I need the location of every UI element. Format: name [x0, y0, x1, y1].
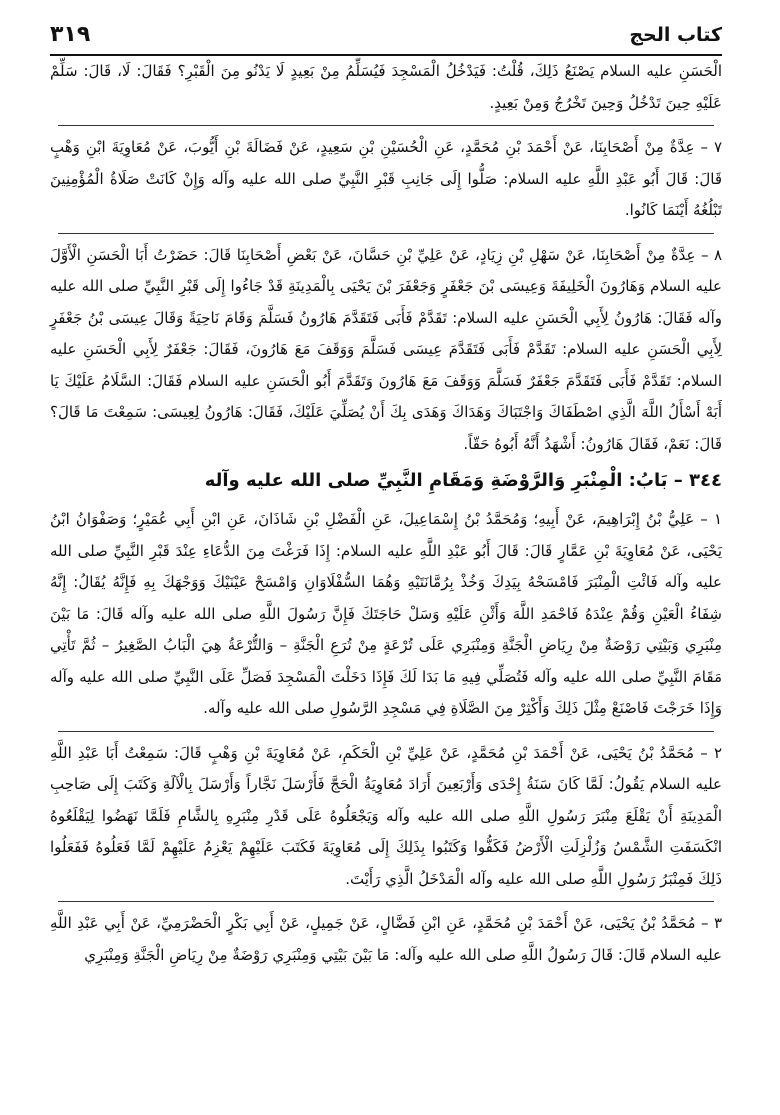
page-body: [50, 56, 722, 971]
book-page: [50, 22, 722, 1105]
hadith-paragraph: ٧ – عِدَّةٌ مِنْ أَصْحَابِنَا، عَنْ أَحْمَدَ بْنِ مُحَمَّدٍ، عَنِ الْحُسَيْنِ بْنِ سَعِيدٍ، عَنْ فَضَالَةَ بْنِ أَيُّوبَ، عَنْ مُعَاوِيَةَ ابْنِ وَهْبٍ قَالَ: قَالَ أَبُو عَبْدِ اللَّهِ عليه السلام: صَلُّوا إِلَى جَانِبِ قَبْرِ النَّبِيِّ صلى الله عليه وآله وَإِنْ كَانَتْ صَلَاةُ الْمُؤْمِنِينَ تَبْلُغُهُ أَيْنَمَا كَانُوا.: [50, 138, 722, 219]
book-title: كتاب الحج: [629, 24, 722, 46]
paragraph-divider: [58, 233, 714, 234]
paragraph-divider: [58, 901, 714, 902]
hadith-paragraph: ٢ – مُحَمَّدُ بْنُ يَحْيَى، عَنْ أَحْمَدَ بْنِ مُحَمَّدٍ، عَنْ عَلِيِّ بْنِ الْحَكَمِ، عَنْ مُعَاوِيَةَ بْنِ وَهْبٍ قَالَ: سَمِعْتُ أَبَا عَبْدِ اللَّهِ عليه السلام يَقُولُ: لَمَّا كَانَ سَنَةُ إِحْدَى وَأَرْبَعِينَ أَرَادَ مُعَاوِيَةُ الْحَجَّ فَأَرْسَلَ نَجَّاراً وَأَرْسَلَ بِالْآلَةِ وَكَتَبَ إِلَى صَاحِبِ الْمَدِينَةِ أَنْ يَقْلَعَ مِنْبَرَ رَسُولِ اللَّهِ صلى الله عليه وآله وَيَجْعَلُوهُ عَلَى قَدْرِ مِنْبَرِهِ بِالشَّامِ فَلَمَّا نَهَضُوا لِيَقْلَعُوهُ انْكَسَفَتِ الشَّمْسُ وَزُلْزِلَتِ الْأَرْضُ فَكَفُّوا وَكَتَبُوا بِذَلِكَ إِلَى مُعَاوِيَةَ فَكَتَبَ عَلَيْهِمْ يَعْزِمُ عَلَيْهِمْ لَمَّا فَعَلُوهُ فَفَعَلُوا ذَلِكَ فَمِنْبَرُ رَسُولِ اللَّهِ صلى الله عليه وآله الْمَدْخَلُ الَّذِي رَأَيْتَ.: [50, 743, 722, 888]
chapter-heading: ٣٤٤ – بَابُ: الْمِنْبَرِ وَالرَّوْضَةِ وَمَقَامِ النَّبِيِّ صلى الله عليه وآله: [204, 470, 722, 491]
hadith-paragraph: ٣ – مُحَمَّدُ بْنُ يَحْيَى، عَنْ أَحْمَدَ بْنِ مُحَمَّدٍ، عَنِ ابْنِ فَضَّالٍ، عَنْ جَمِيلٍ، عَنْ أَبِي بَكْرٍ الْحَضْرَمِيِّ، عَنْ أَبِي عَبْدِ اللَّهِ عليه السلام قَالَ: قَالَ رَسُولُ اللَّهِ صلى الله عليه وآله: مَا بَيْنَ بَيْتِي وَمِنْبَرِي رَوْضَةٌ مِنْ رِيَاضِ الْجَنَّةِ وَمِنْبَرِي: [50, 914, 722, 964]
hadith-paragraph: الْحَسَنِ عليه السلام يَصْنَعُ ذَلِكَ، قُلْتُ: فَيَدْخُلُ الْمَسْجِدَ فَيُسَلِّمُ مِنْ بَعِيدٍ لَا يَدْنُو مِنَ الْقَبْرِ؟ فَقَالَ: لَا، قَالَ: سَلِّمْ عَلَيْهِ حِينَ تَدْخُلُ وَحِينَ تَخْرُجُ وَمِنْ بَعِيدٍ.: [50, 62, 722, 112]
hadith-paragraph: ٨ – عِدَّةٌ مِنْ أَصْحَابِنَا، عَنْ سَهْلِ بْنِ زِيَادٍ، عَنْ عَلِيِّ بْنِ حَسَّانَ، عَنْ بَعْضِ أَصْحَابِنَا قَالَ: حَضَرْتُ أَبَا الْحَسَنِ الْأَوَّلَ عليه السلام وَهَارُونَ الْخَلِيفَةَ وَعِيسَى بْنَ جَعْفَرٍ وَجَعْفَرَ بْنَ يَحْيَى بِالْمَدِينَةِ قَدْ جَاءُوا إِلَى قَبْرِ النَّبِيِّ صلى الله عليه وآله فَقَالَ: هَارُونُ لِأَبِي الْحَسَنِ عليه السلام: تَقَدَّمْ فَأَبَى فَتَقَدَّمَ هَارُونُ فَسَلَّمَ وَقَامَ نَاحِيَةً وَقَالَ عِيسَى بْنُ جَعْفَرٍ لِأَبِي الْحَسَنِ عليه السلام: تَقَدَّمْ فَأَبَى فَتَقَدَّمَ عِيسَى فَسَلَّمَ وَوَقَفَ مَعَ هَارُونَ، فَقَالَ: جَعْفَرٌ لِأَبِي الْحَسَنِ عليه السلام: تَقَدَّمْ فَأَبَى فَتَقَدَّمَ جَعْفَرٌ فَسَلَّمَ وَوَقَفَ مَعَ هَارُونَ وَتَقَدَّمَ أَبُو الْحَسَنِ عليه السلام فَقَالَ: السَّلَامُ عَلَيْكَ يَا أَبَهْ أَسْأَلُ اللَّهَ الَّذِي اصْطَفَاكَ وَاجْتَبَاكَ وَهَدَاكَ وَهَدَى بِكَ أَنْ يُصَلِّيَ عَلَيْكَ، فَقَالَ: هَارُونُ لِعِيسَى: سَمِعْتَ مَا قَالَ؟ قَالَ: نَعَمْ، فَقَالَ هَارُونُ: أَشْهَدُ أَنَّهُ أَبُوهُ حَقّاً.: [50, 245, 722, 453]
paragraph-divider: [58, 125, 714, 126]
page-number: ٣١٩: [50, 22, 91, 47]
paragraph-divider: [58, 731, 714, 732]
hadith-paragraph: ١ – عَلِيُّ بْنُ إِبْرَاهِيمَ، عَنْ أَبِيهِ؛ وَمُحَمَّدُ بْنُ إِسْمَاعِيلَ، عَنِ الْفَضْلِ بْنِ شَاذَانَ، عَنِ ابْنِ أَبِي عُمَيْرٍ؛ وَصَفْوَانُ ابْنُ يَحْيَى، عَنْ مُعَاوِيَةَ بْنِ عَمَّارٍ قَالَ: قَالَ أَبُو عَبْدِ اللَّهِ عليه السلام: إِذَا فَرَغْتَ مِنَ الدُّعَاءِ عِنْدَ قَبْرِ النَّبِيِّ صلى الله عليه وآله فَائْتِ الْمِنْبَرَ فَامْسَحْهُ بِيَدِكَ وَخُذْ بِرُمَّانَتَيْهِ وَهُمَا السُّفْلَاوَانِ وَامْسَحْ عَيْنَيْكَ وَوَجْهَكَ بِهِ فَإِنَّهُ يُقَالُ: إِنَّهُ شِفَاءُ الْعَيْنِ وَقُمْ عِنْدَهُ فَاحْمَدِ اللَّهَ وَأَثْنِ عَلَيْهِ وَسَلْ حَاجَتَكَ فَإِنَّ رَسُولَ اللَّهِ صلى الله عليه وآله قَالَ: مَا بَيْنَ مِنْبَرِي وَبَيْتِي رَوْضَةٌ مِنْ رِيَاضِ الْجَنَّةِ وَمِنْبَرِي عَلَى تُرْعَةٍ مِنْ تُرَعِ الْجَنَّةِ – وَالتُّرْعَةُ هِيَ الْبَابُ الصَّغِيرُ – ثُمَّ تَأْتِي مَقَامَ النَّبِيِّ صلى الله عليه وآله فَتُصَلِّي فِيهِ مَا بَدَا لَكَ فَإِذَا دَخَلْتَ الْمَسْجِدَ فَصَلِّ عَلَى النَّبِيِّ صلى الله عليه وآله وَإِذَا خَرَجْتَ فَاصْنَعْ مِثْلَ ذَلِكَ وَأَكْثِرْ مِنَ الصَّلَاةِ فِي مَسْجِدِ الرَّسُولِ صلى الله عليه وآله.: [50, 510, 722, 717]
running-header: [50, 22, 722, 52]
